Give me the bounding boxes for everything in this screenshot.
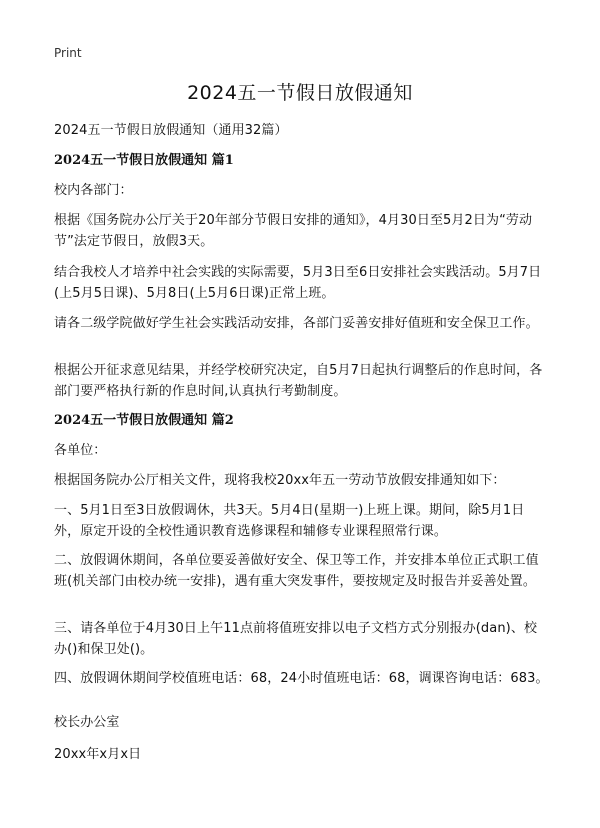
paragraph-2-1: 根据国务院办公厅相关文件，现将我校20xx年五一劳动节放假安排通知如下： — [54, 473, 506, 488]
paragraph-2-2: 一、5月1日至3日放假调休，共3天。5月4日(星期一)上班上课。期间，除5月1日外，原定开设的全校性通识教育选修课程和辅修专业课程照常行课。 — [54, 503, 525, 539]
paragraph-1-1: 根据《国务院办公厅关于20年部分节假日安排的通知》，4月30日至5月2日为“劳动节”法定节假日，放假3天。 — [54, 213, 533, 249]
salutation-2: 各单位： — [54, 443, 107, 458]
document-date: 20xx年x月x日 — [54, 747, 142, 762]
paragraph-2-4: 三、请各单位于4月30日上午11点前将值班安排以电子文档方式分别报办(dan)、校办()和保卫处()。 — [54, 621, 538, 657]
salutation-1: 校内各部门： — [54, 183, 133, 198]
section-heading-1: 2024五一节假日放假通知 篇1 — [54, 153, 234, 168]
paragraph-1-4: 根据公开征求意见结果，并经学校研究决定，自5月7日起执行调整后的作息时间，各部门要严格执行新的作息时间,认真执行考勤制度。 — [54, 363, 543, 399]
signature: 校长办公室 — [54, 715, 120, 730]
page-title: 2024五一节假日放假通知 — [187, 82, 413, 104]
paragraph-2-5: 四、放假调休期间学校值班电话：68，24小时值班电话：68，调课咨询电话：683。 — [54, 671, 549, 686]
section-heading-2: 2024五一节假日放假通知 篇2 — [54, 413, 234, 428]
print-label: Print — [54, 46, 82, 60]
document-subtitle: 2024五一节假日放假通知（通用32篇） — [54, 123, 288, 138]
paragraph-1-2: 结合我校人才培养中社会实践的实际需要，5月3日至6日安排社会实践活动。5月7日(上5月5日课)、5月8日(上5月6日课)正常上班。 — [54, 265, 542, 301]
paragraph-1-3: 请各二级学院做好学生社会实践活动安排，各部门妥善安排好值班和安全保卫工作。 — [54, 316, 539, 331]
paragraph-2-3: 二、放假调休期间，各单位要妥善做好安全、保卫等工作，并安排本单位正式职工值班(机关部门由校办统一安排)，遇有重大突发事件，要按规定及时报告并妥善处置。 — [54, 553, 539, 589]
